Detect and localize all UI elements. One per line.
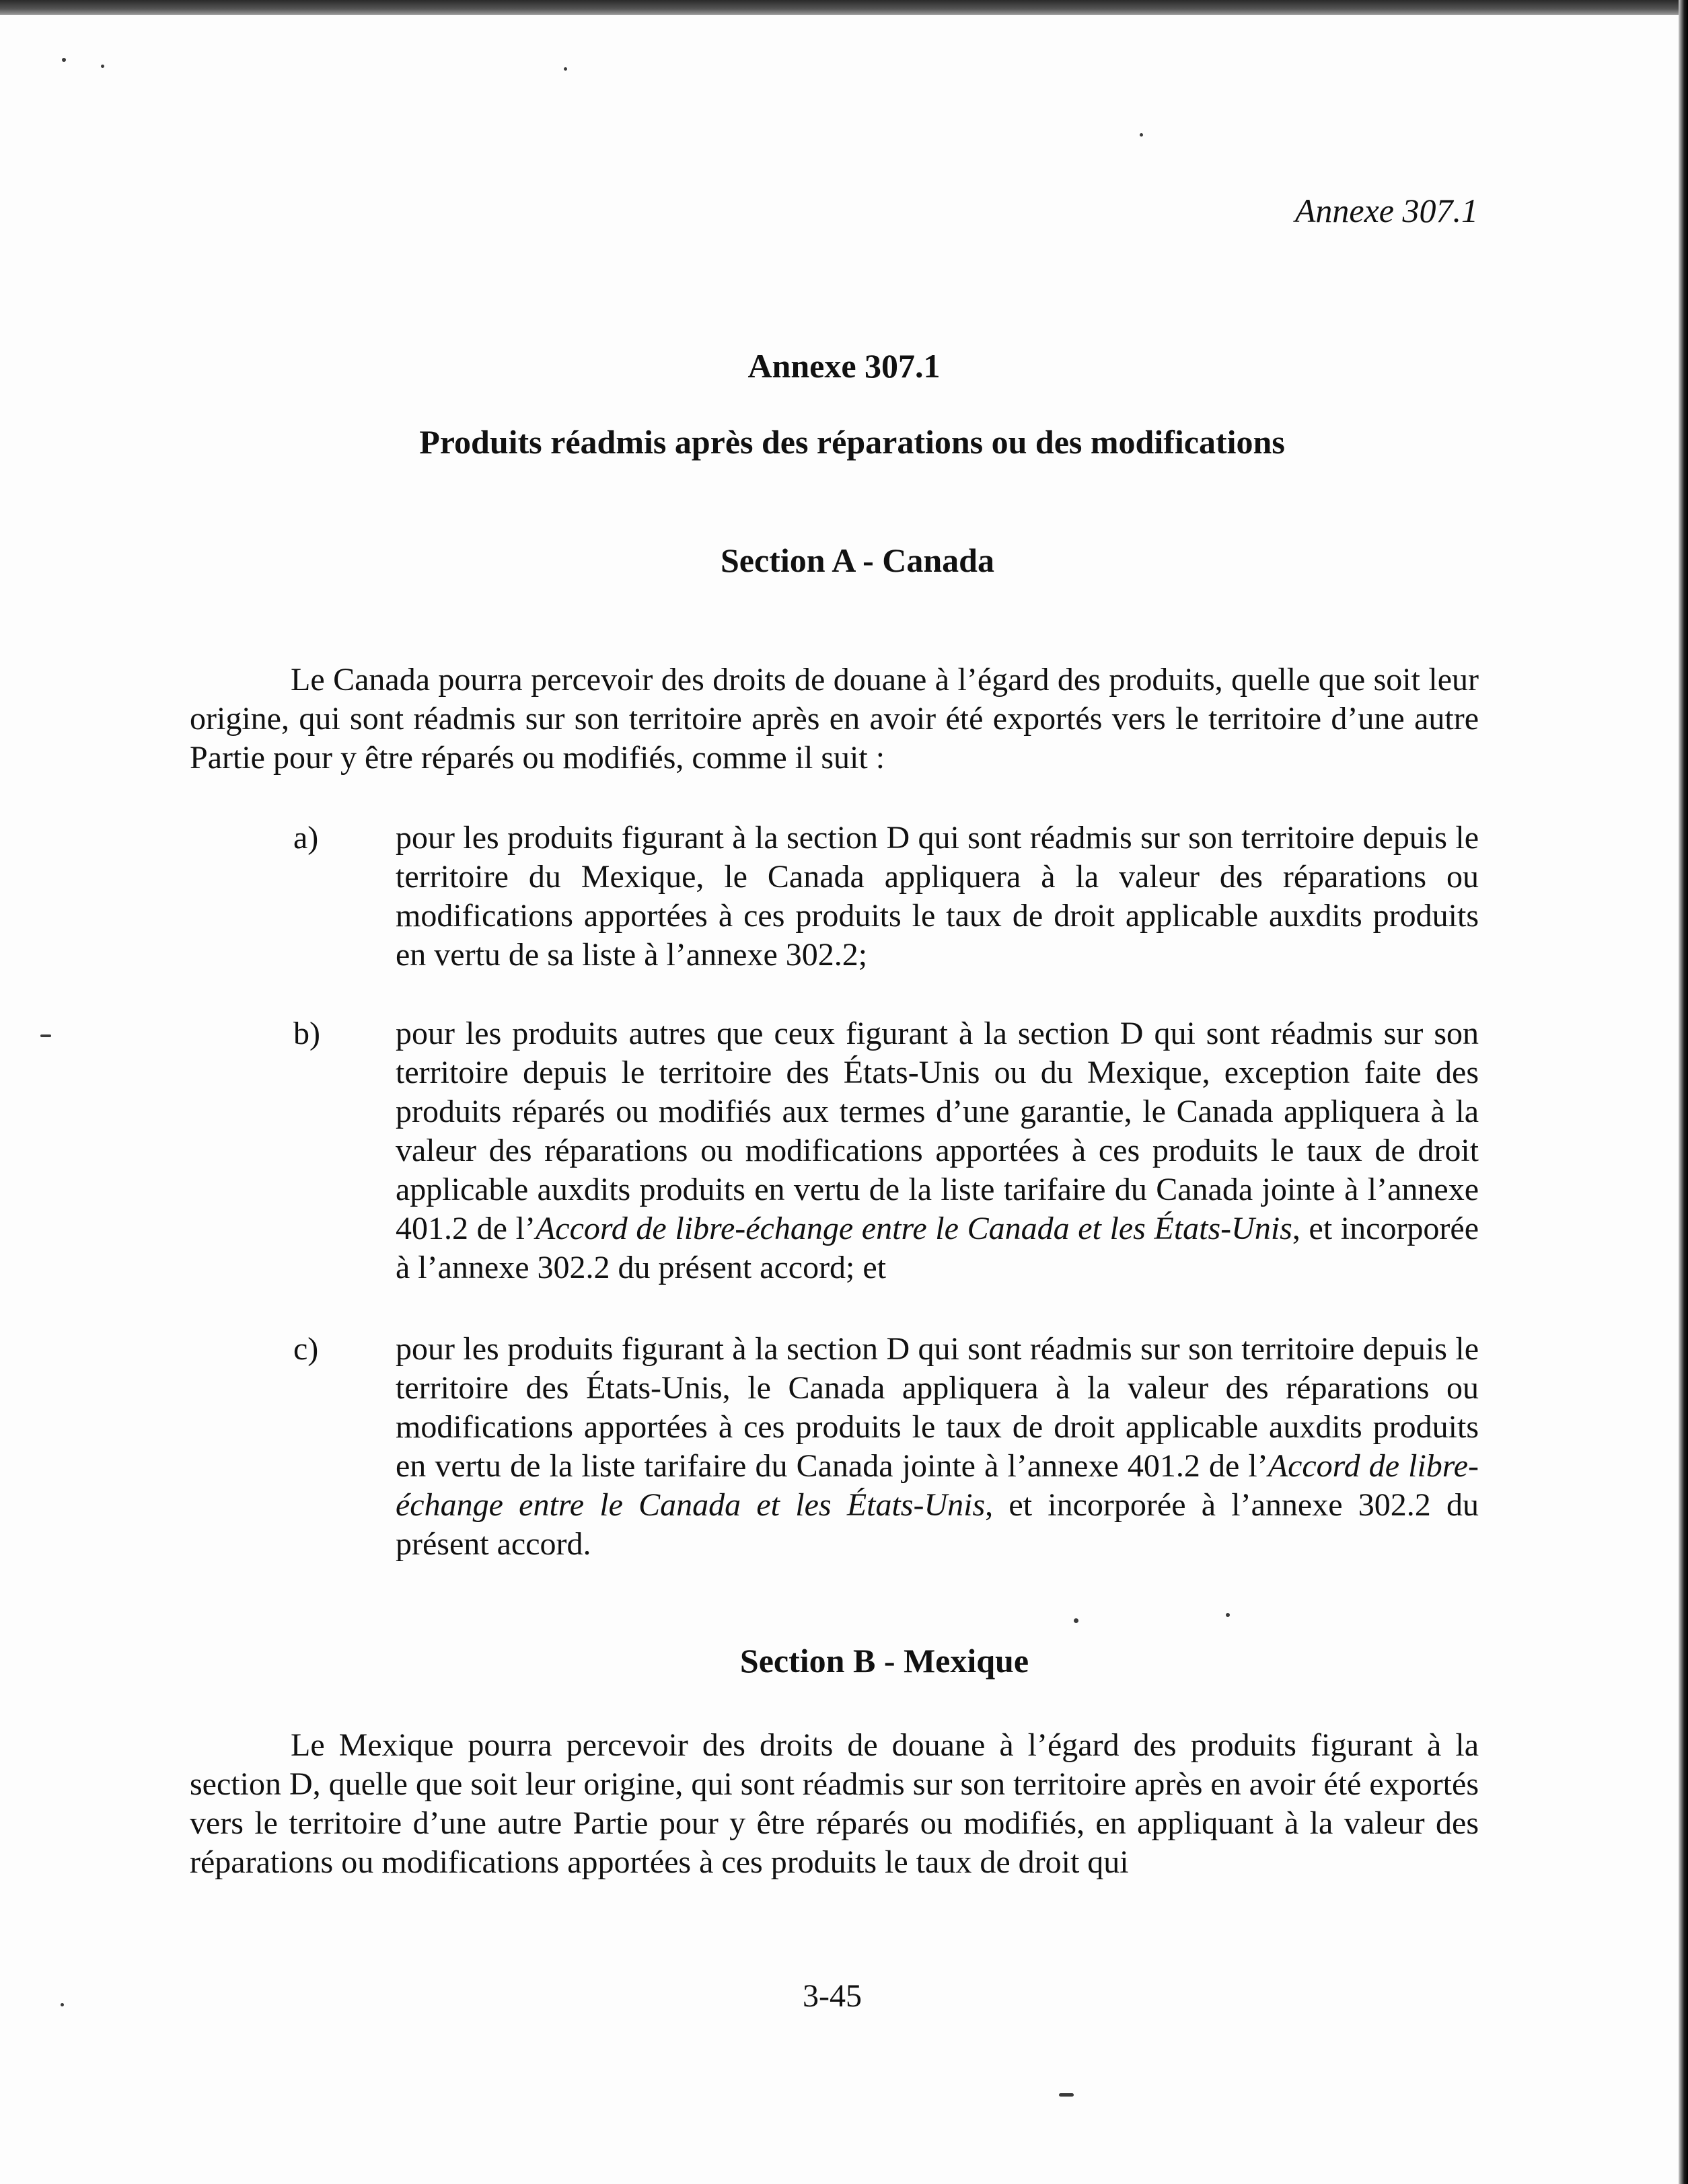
list-item bbox=[293, 1014, 1479, 1287]
scan-speck bbox=[1140, 133, 1143, 137]
scan-edge-top bbox=[0, 0, 1688, 15]
list-item-text-start: pour les produits autres que ceux figurant à la section D qui sont réadmis sur son territoire depuis le territoire des États-Unis ou du Mexique, exception faite des produits réparés ou modifiés aux termes d’une garantie, le Canada appliquera à la valeur des réparations ou modifications apportées à ces produits le taux de droit applicable auxdits produits en vertu de la liste tarifaire du Canada jointe à l’annexe 401.2 de l’ bbox=[396, 1016, 1479, 1246]
list-marker: b) bbox=[293, 1016, 320, 1051]
scan-speck bbox=[564, 67, 567, 71]
section-b-heading: Section B - Mexique bbox=[739, 1642, 1029, 1680]
scan-speck bbox=[1226, 1613, 1230, 1617]
scan-speck bbox=[40, 1034, 51, 1037]
agreement-title: Accord de libre-échange entre le Canada et les États-Unis bbox=[396, 1448, 1479, 1523]
page-title: Annexe 307.1 bbox=[747, 347, 941, 385]
list-item-text: pour les produits figurant à la section D qui sont réadmis sur son territoire depuis le territoire du Mexique, le Canada appliquera à la valeur des réparations ou modifications apportées à ces produits le taux de droit applicable auxdits produits en vertu de sa liste à l’annexe 302.2; bbox=[396, 820, 1479, 973]
scan-edge-right bbox=[1679, 0, 1688, 2184]
list-item-text bbox=[396, 1330, 1479, 1564]
list-item-text-end: , et incorporée à l’annexe 302.2 du présent accord. bbox=[396, 1487, 1479, 1562]
scan-speck bbox=[1074, 1618, 1078, 1623]
scan-speck bbox=[61, 2003, 64, 2006]
agreement-title: Accord de libre-échange entre le Canada et les États-Unis bbox=[535, 1211, 1292, 1246]
list-item-text-start: pour les produits figurant à la section D qui sont réadmis sur son territoire depuis le territoire des États-Unis, le Canada appliquera à la valeur des réparations ou modifications apportées à ces produits le taux de droit applicable auxdits produits en vertu de la liste tarifaire du Canada jointe à l’annexe 401.2 de l’ bbox=[396, 1331, 1479, 1484]
page-number: 3-45 bbox=[803, 1978, 862, 2014]
scan-speck bbox=[62, 58, 66, 62]
section-a-intro: Le Canada pourra percevoir des droits de douane à l’égard des produits, quelle que soit leur origine, qui sont réadmis sur son territoire après en avoir été exportés vers le territoire d’une autre Partie pour y être réparés ou modifiés, comme il suit : bbox=[190, 662, 1479, 776]
scan-speck bbox=[101, 65, 104, 68]
running-head: Annexe 307.1 bbox=[1294, 192, 1478, 229]
list-item-text bbox=[396, 1014, 1479, 1287]
list-marker: a) bbox=[293, 820, 319, 856]
page-subtitle: Produits réadmis après des réparations ou des modifications bbox=[419, 423, 1285, 461]
section-b-intro: Le Mexique pourra percevoir des droits de douane à l’égard des produits figurant à la section D, quelle que soit leur origine, qui sont réadmis sur son territoire après en avoir été exportés vers le territoire d’une autre Partie pour y être réparés ou modifiés, en appliquant à la valeur des réparations ou modifications apportées à ces produits le taux de droit qui bbox=[190, 1727, 1479, 1880]
list-marker: c) bbox=[293, 1331, 319, 1367]
section-a-heading: Section A - Canada bbox=[720, 541, 994, 579]
list-item-text-end: , et incorporée à l’annexe 302.2 du présent accord; et bbox=[396, 1211, 1479, 1285]
list-item bbox=[293, 819, 1479, 975]
list-item bbox=[293, 1330, 1479, 1564]
scan-speck bbox=[1059, 2093, 1074, 2097]
